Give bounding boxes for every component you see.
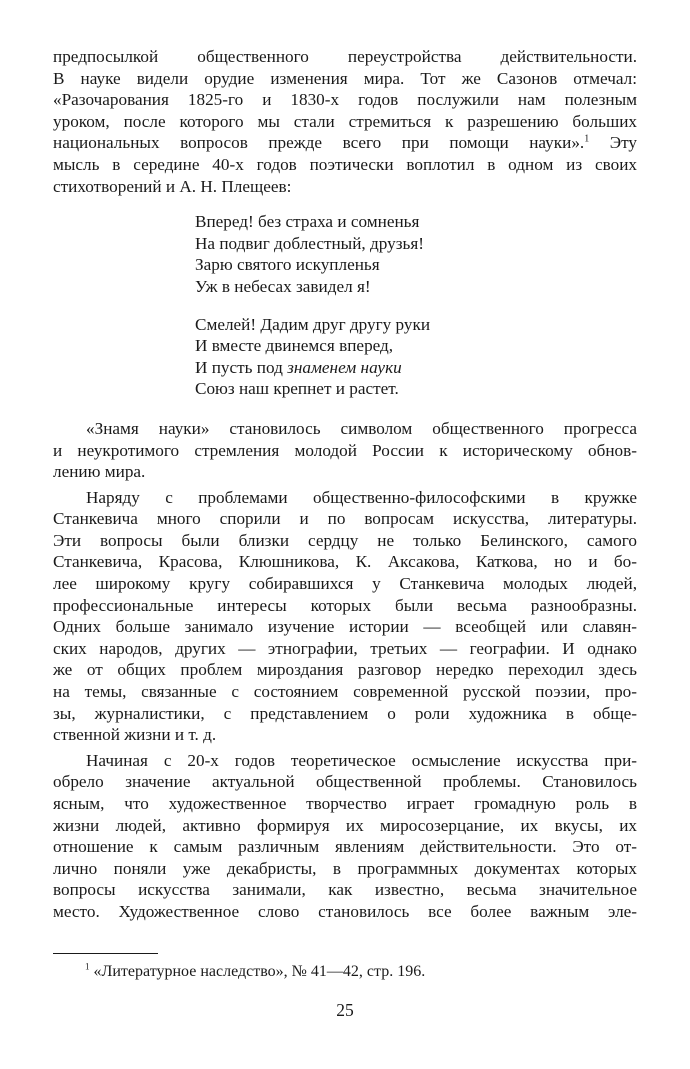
text-line: В науке видели орудие изменения мира. Тот же Сазонов отмечал:: [53, 68, 637, 88]
paragraph-1: [53, 418, 637, 483]
text-line: «Разочарования 1825-го и 1830-х годов послужили нам полезным: [53, 90, 637, 110]
text-line: Станкевича, Красова, Клюшникова, К. Аксакова, Каткова, но и бо-: [53, 552, 637, 572]
poem-fragment: И пусть под: [195, 357, 283, 377]
footnote-text: «Литературное наследство», № 41—42, стр. 196.: [93, 963, 426, 980]
text-line: ских народов, других — этнографии, третьих — географии. И однако: [53, 638, 637, 658]
footnote-reference: 1: [584, 133, 590, 145]
text-line: профессиональные интересы которых были весьма разнообразны.: [53, 595, 637, 615]
poem-line: Зарю святого искупленья: [195, 255, 380, 275]
poem-line: Союз наш крепнет и растет.: [195, 379, 399, 399]
text-line: «Знамя науки» становилось символом общественного прогресса: [86, 418, 637, 438]
poem-line: Смелей! Дадим друг другу руки: [195, 314, 431, 334]
text-line: предпосылкой общественного переустройства действительности.: [53, 47, 637, 66]
text-line: зы, журналистики, с представлением о роли художника в обще-: [53, 703, 637, 723]
text-line: ясным, что художественное творчество играет громадную роль в: [53, 794, 637, 813]
text-line: и неукротимого стремления молодой России к историческому обнов-: [53, 440, 637, 460]
text-line: место. Художественное слово становилось все более важным эле-: [53, 901, 637, 921]
opening-paragraph: [53, 46, 637, 197]
text-line: ственной жизни и т. д.: [53, 725, 217, 745]
poem-quote: [195, 211, 637, 400]
text-fragment: Эту: [609, 133, 637, 153]
text-line: мысль в середине 40-х годов поэтически воплотил в одном из своих: [53, 154, 637, 174]
poem-line: Уж в небесах завидел я!: [195, 276, 371, 296]
page-body: [53, 46, 637, 923]
page-number: 25: [336, 1000, 354, 1020]
text-line: Эти вопросы были близки сердцу не только Белинского, самого: [53, 530, 637, 550]
footnote: [85, 962, 425, 982]
text-line: отношение к самым различным явлениям действительности. Это от-: [53, 837, 637, 857]
poem-line: Вперед! без страха и сомненья: [195, 212, 420, 232]
poem-line: [195, 357, 637, 379]
text-line: Начиная с 20-х годов теоретическое осмысление искусства при-: [86, 750, 637, 770]
text-line: стихотворений и А. Н. Плещеев:: [53, 176, 292, 196]
text-line: уроком, после которого мы стали стремиться к разрешению больших: [53, 111, 637, 131]
text-fragment: национальных вопросов прежде всего при помощи науки».: [53, 133, 585, 153]
poem-line: На подвиг доблестный, друзья!: [195, 233, 424, 253]
text-line: Станкевича много спорили и по вопросам искусства, литературы.: [53, 509, 637, 529]
text-line: жизни людей, активно формируя их миросозерцание, их вкусы, их: [53, 815, 637, 835]
text-line-with-footnote: [53, 132, 637, 154]
text-line: же от общих проблем мироздания разговор нередко переходил здесь: [53, 660, 637, 680]
text-line: Наряду с проблемами общественно-философскими в кружке: [86, 487, 637, 507]
paragraph-3: [53, 750, 637, 923]
text-line: Одних больше занимало изучение истории — всеобщей или славян-: [53, 617, 637, 637]
paragraph-2: [53, 487, 637, 746]
text-line: лично поняли уже декабристы, в программных документах которых: [53, 858, 637, 878]
footnote-mark: 1: [85, 961, 90, 972]
poem-line: И вместе двинемся вперед,: [195, 336, 394, 356]
text-line: вопросы искусства занимали, как известно, весьма значительное: [53, 880, 637, 900]
text-line: обрело значение актуальной общественной проблемы. Становилось: [53, 772, 637, 792]
poem-emphasis: знаменем науки: [287, 357, 402, 377]
text-line: лее широкому кругу собиравшихся у Станкевича молодых людей,: [53, 574, 637, 594]
text-line: лению мира.: [53, 462, 146, 482]
text-line: на темы, связанные с состоянием современной русской поэзии, про-: [53, 682, 637, 702]
footnote-separator: [53, 953, 158, 954]
